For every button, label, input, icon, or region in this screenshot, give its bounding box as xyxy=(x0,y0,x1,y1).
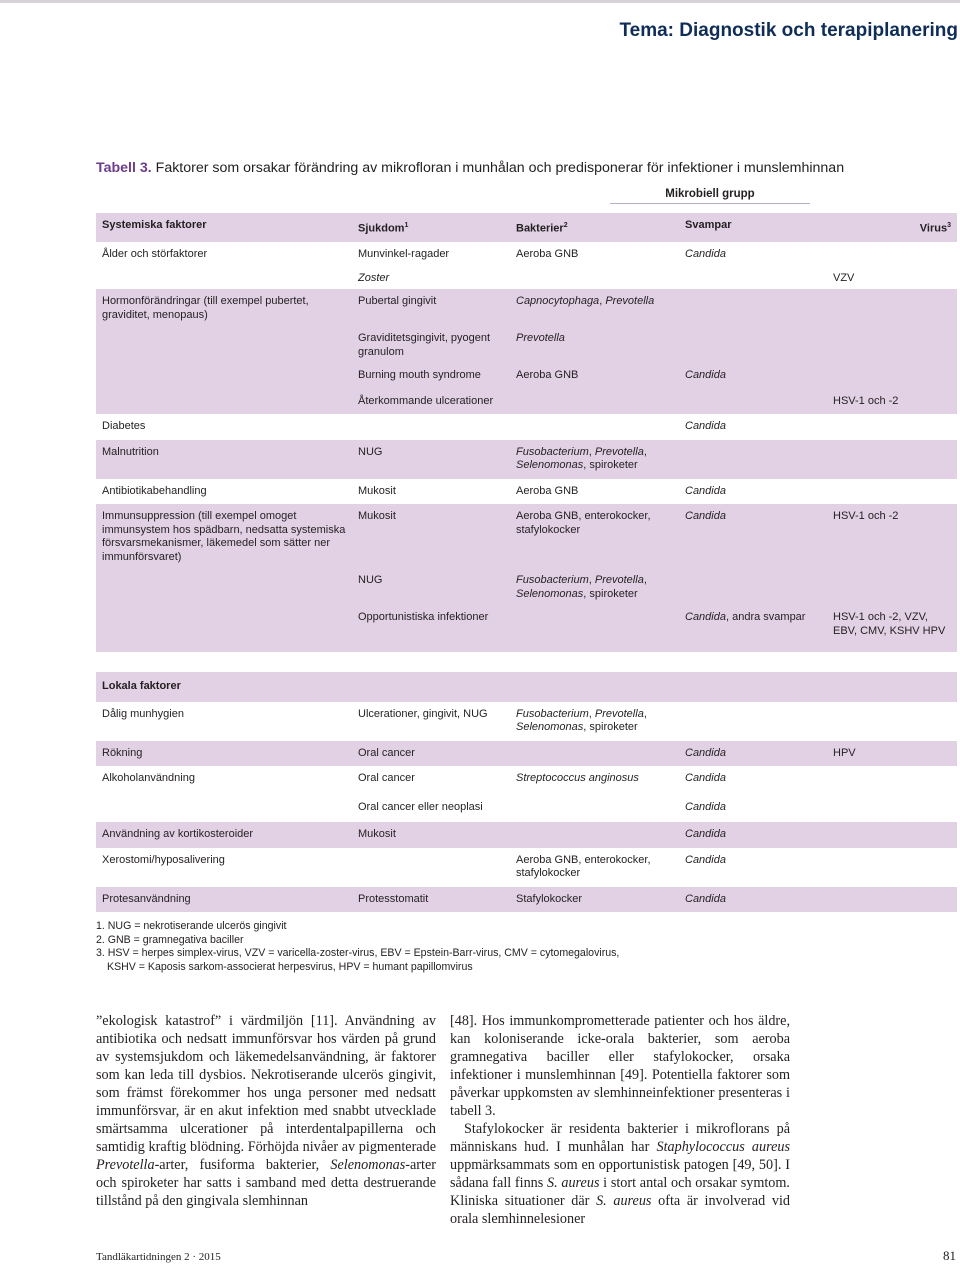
body-paragraph: Stafylokocker är residenta bakterier i mikroflorans på människans hud. I munhålan har Staphylococcus aureus uppmärksammats som en opportunistisk patogen [49, 50]. I sådana fall finns S. aureus i stort antal och orsakar symtom. Kliniska situationer där S. aureus ofta är involverad vid orala slemhinnelesioner xyxy=(450,1121,791,1227)
table-cell: Xerostomi/hyposalivering xyxy=(96,848,352,887)
italic-term: Prevotella xyxy=(594,574,644,587)
table-cell xyxy=(510,389,679,415)
table-cell: Användning av kortikosteroider xyxy=(96,822,352,848)
table-cell: Rökning xyxy=(96,741,352,767)
table-cell: Hormonförändringar (till exempel pubertet, graviditet, menopaus) xyxy=(96,289,352,328)
body-column-right xyxy=(450,1012,790,1228)
table-row xyxy=(96,328,957,363)
table-row xyxy=(96,848,957,887)
table-row xyxy=(96,363,957,389)
table-cell xyxy=(96,389,352,415)
table-cell xyxy=(827,440,957,479)
footnote: 2. GNB = gramnegativa baciller xyxy=(96,933,244,946)
table-cell: Burning mouth syndrome xyxy=(352,363,510,389)
table-cell xyxy=(679,848,827,887)
table-cell xyxy=(96,570,352,605)
table-cell xyxy=(827,822,957,848)
table-cell xyxy=(827,795,957,823)
table-cell: HPV xyxy=(827,741,957,767)
table-cell xyxy=(827,766,957,795)
table-cell xyxy=(679,741,827,767)
table-cell xyxy=(679,887,827,913)
table-row xyxy=(96,479,957,505)
column-header: Sjukdom$^1$ xyxy=(352,213,510,242)
italic-term: Candida xyxy=(685,611,726,624)
italic-term: Candida xyxy=(685,484,726,497)
table-cell: Candida, andra svampar xyxy=(679,605,827,652)
section-title: Tema: Diagnostik och terapiplanering xyxy=(619,20,958,41)
body-paragraph: [48]. Hos immunkomprometterade patienter och hos äldre, kan koloniserande icke-orala bakterier, som aeroba gramnegativa baciller eller stafylokocker, orsaka infektioner i munslemhinnan [49]. Potentiella faktorer som påverkar uppkomsten av slemhinneinfektioner presenteras i tabell 3. xyxy=(450,1013,790,1119)
table-cell: Ulcerationer, gingivit, NUG xyxy=(352,702,510,741)
microbial-group-header: Mikrobiell grupp xyxy=(610,188,810,204)
italic-term: Candida xyxy=(685,772,726,784)
italic-term: Selenomonas xyxy=(516,721,584,733)
italic-term: Selenomonas xyxy=(330,1157,406,1173)
table-cell: Immunsuppression (till exempel omoget immunsystem hos spädbarn, nedsatta systemiska försvarsmekanismer, läkemedel som sätter ner immunförsvaret) xyxy=(96,504,352,570)
italic-term: Staphylococcus aureus xyxy=(656,1139,791,1155)
table-cell: Fusobacterium, Prevotella, Selenomonas, spiroketer xyxy=(510,440,679,479)
table-cell: Malnutrition xyxy=(96,440,352,479)
table-cell: Protesstomatit xyxy=(352,887,510,913)
table-cell: Dålig munhygien xyxy=(96,702,352,741)
table-cell xyxy=(679,289,827,328)
table-cell: Graviditetsgingivit, pyogent granulom xyxy=(352,328,510,363)
table-cell: NUG xyxy=(352,570,510,605)
table-cell xyxy=(679,242,827,268)
table-cell: Capnocytophaga, Prevotella xyxy=(510,289,679,328)
body-column-left xyxy=(96,1012,436,1210)
journal-footer: Tandläkartidningen 2 · 2015 xyxy=(96,1251,221,1263)
table-cell: Oral cancer xyxy=(352,766,510,795)
italic-term: Prevotella xyxy=(96,1157,155,1173)
italic-term: Candida xyxy=(685,248,726,261)
italic-term: Candida xyxy=(685,800,726,813)
table-cell xyxy=(679,504,827,570)
table-cell: Antibiotikabehandling xyxy=(96,479,352,505)
table-cell: Aeroba GNB, enterokocker, stafylokocker xyxy=(510,848,679,887)
table-cell xyxy=(510,328,679,363)
table-cell: Aeroba GNB xyxy=(510,363,679,389)
table-cell: Diabetes xyxy=(96,414,352,440)
italic-term: Zoster xyxy=(358,271,390,284)
table-caption-text: Faktorer som orsakar förändring av mikrofloran i munhålan och predisponerar för infektioner i munslemhinnan xyxy=(151,160,845,176)
local-factors-header: Lokala faktorer xyxy=(96,672,957,702)
table-cell: Mukosit xyxy=(352,822,510,848)
table-row xyxy=(96,605,957,652)
local-factors-header-row xyxy=(96,672,957,702)
italic-term: Prevotella xyxy=(594,445,644,458)
footnote-ref: 2 xyxy=(563,222,568,229)
table-cell xyxy=(96,605,352,652)
table-cell xyxy=(827,702,957,741)
table-cell: Aeroba GNB, enterokocker, stafylokocker xyxy=(510,504,679,570)
footnote: 1. NUG = nekrotiserande ulcerös gingivit xyxy=(96,920,287,932)
table-cell xyxy=(679,363,827,389)
table-row xyxy=(96,702,957,741)
table-cell xyxy=(827,363,957,389)
italic-term: Candida xyxy=(685,369,726,382)
table-cell xyxy=(679,822,827,848)
table-cell xyxy=(679,795,827,823)
italic-term: Capnocytophaga xyxy=(516,295,600,308)
table-cell: Aeroba GNB xyxy=(510,242,679,268)
page-number: 81 xyxy=(943,1248,956,1263)
table-cell xyxy=(827,328,957,363)
table-cell xyxy=(96,328,352,363)
table-cell: Mukosit xyxy=(352,479,510,505)
table-cell: Återkommande ulcerationer xyxy=(352,389,510,415)
italic-term: Fusobacterium xyxy=(516,574,589,587)
table-cell xyxy=(96,268,352,290)
column-header: Svampar xyxy=(679,213,827,242)
table-cell xyxy=(827,479,957,505)
table-cell: Fusobacterium, Prevotella, Selenomonas, spiroketer xyxy=(510,702,679,741)
table-row xyxy=(96,822,957,848)
italic-term: Fusobacterium xyxy=(516,707,589,720)
table-row xyxy=(96,795,957,823)
italic-term: Prevotella xyxy=(594,707,644,720)
table-cell: HSV-1 och -2, VZV, EBV, CMV, KSHV HPV xyxy=(827,605,957,652)
table-row xyxy=(96,414,957,440)
footnote: 3. HSV = herpes simplex-virus, VZV = varicella-zoster-virus, EBV = Epstein-Barr-virus, CMV = cytomegalovirus, xyxy=(96,947,620,960)
table-cell: Munvinkel-ragader xyxy=(352,242,510,268)
table-cell xyxy=(827,414,957,440)
italic-term: Selenomonas xyxy=(516,459,584,472)
table-cell xyxy=(510,795,679,823)
table-row xyxy=(96,440,957,479)
table-label: Tabell 3. xyxy=(96,160,152,176)
table-cell xyxy=(352,414,510,440)
table-cell xyxy=(679,389,827,415)
italic-term: Streptococcus anginosus xyxy=(516,772,639,784)
table-cell xyxy=(827,887,957,913)
table-cell xyxy=(510,822,679,848)
italic-term: Fusobacterium xyxy=(516,445,589,458)
table-cell: Fusobacterium, Prevotella, Selenomonas, spiroketer xyxy=(510,570,679,605)
table-cell: Oral cancer xyxy=(352,741,510,767)
table-row xyxy=(96,741,957,767)
table-cell xyxy=(679,570,827,605)
italic-term: Candida xyxy=(685,892,726,905)
italic-term: Prevotella xyxy=(605,295,655,308)
table-cell xyxy=(827,848,957,887)
footnote: KSHV = Kaposis sarkom-associerat herpesvirus, HPV = humant papillomvirus xyxy=(107,960,473,973)
table-row xyxy=(96,570,957,605)
table-cell: VZV xyxy=(827,268,957,290)
table-cell xyxy=(510,605,679,652)
italic-term: Selenomonas xyxy=(516,587,584,600)
table-cell xyxy=(827,242,957,268)
italic-term: Candida xyxy=(685,420,726,433)
table-cell: Alkoholanvändning xyxy=(96,766,352,795)
body-paragraph: ”ekologisk katastrof” i värdmiljön [11]. Användning av antibiotika och nedsatt immunförsvar hos värden på grund av systemsjukdom och läkemedelsanvändning, är faktorer som kan leda till dysbios. Nekrotiserande ulcerös gingivit, som främst förekommer hos unga personer med nedsatt immunförsvar, är en akut infektion med snabbt utvecklade smärtsamma ulcerationer på interdentalpapillerna och samtidig kraftig blödning. Förhöjda nivåer av pigmenterade Prevotella-arter, fusiforma bakterier, Selenomonas-arter och spiroketer har satts i samband med detta destruerande tillstånd på den gingivala slemhinnan xyxy=(96,1013,436,1209)
italic-term: Candida xyxy=(685,510,726,523)
table-cell: HSV-1 och -2 xyxy=(827,504,957,570)
italic-term: Candida xyxy=(685,828,726,840)
table-cell: HSV-1 och -2 xyxy=(827,389,957,415)
table-row xyxy=(96,242,957,268)
table-cell xyxy=(827,570,957,605)
table-cell xyxy=(827,289,957,328)
table-footnotes xyxy=(96,920,619,974)
table-cell xyxy=(352,268,510,290)
table-row xyxy=(96,289,957,328)
table-cell: Pubertal gingivit xyxy=(352,289,510,328)
table-row xyxy=(96,504,957,570)
table-cell xyxy=(679,479,827,505)
table-cell: Mukosit xyxy=(352,504,510,570)
table-row xyxy=(96,887,957,913)
table-cell: Stafylokocker xyxy=(510,887,679,913)
table-cell: Protesanvändning xyxy=(96,887,352,913)
table-row xyxy=(96,766,957,795)
table-cell xyxy=(510,414,679,440)
table-cell xyxy=(510,766,679,795)
column-header: Bakterier$^2$ xyxy=(510,213,679,242)
table-cell xyxy=(679,440,827,479)
table-cell: Ålder och störfaktorer xyxy=(96,242,352,268)
table-cell xyxy=(96,363,352,389)
table-header-row xyxy=(96,213,957,242)
table-cell: Aeroba GNB xyxy=(510,479,679,505)
column-header: Virus$^3$ xyxy=(827,213,957,242)
table-row xyxy=(96,389,957,415)
column-header: Systemiska faktorer xyxy=(96,213,352,242)
italic-term: S. aureus xyxy=(547,1175,600,1191)
table-cell xyxy=(679,766,827,795)
table-cell: Oral cancer eller neoplasi xyxy=(352,795,510,823)
italic-term: Candida xyxy=(685,853,726,866)
table-cell xyxy=(352,848,510,887)
table-cell xyxy=(679,414,827,440)
footnote-ref: 1 xyxy=(404,222,409,229)
table-cell xyxy=(510,741,679,767)
table-cell: NUG xyxy=(352,440,510,479)
italic-term: Prevotella xyxy=(516,332,565,345)
table-cell xyxy=(510,268,679,290)
table-row xyxy=(96,268,957,290)
local-factors-table xyxy=(96,672,957,912)
italic-term: S. aureus xyxy=(596,1193,652,1209)
italic-term: Candida xyxy=(685,746,726,759)
systemic-factors-table xyxy=(96,213,957,652)
table-cell xyxy=(96,795,352,823)
table-cell xyxy=(679,702,827,741)
header-rule xyxy=(0,0,960,3)
table-caption xyxy=(96,160,960,176)
table-cell xyxy=(679,328,827,363)
table-cell xyxy=(679,268,827,290)
table-cell: Opportunistiska infektioner xyxy=(352,605,510,652)
footnote-ref: 3 xyxy=(947,222,951,229)
